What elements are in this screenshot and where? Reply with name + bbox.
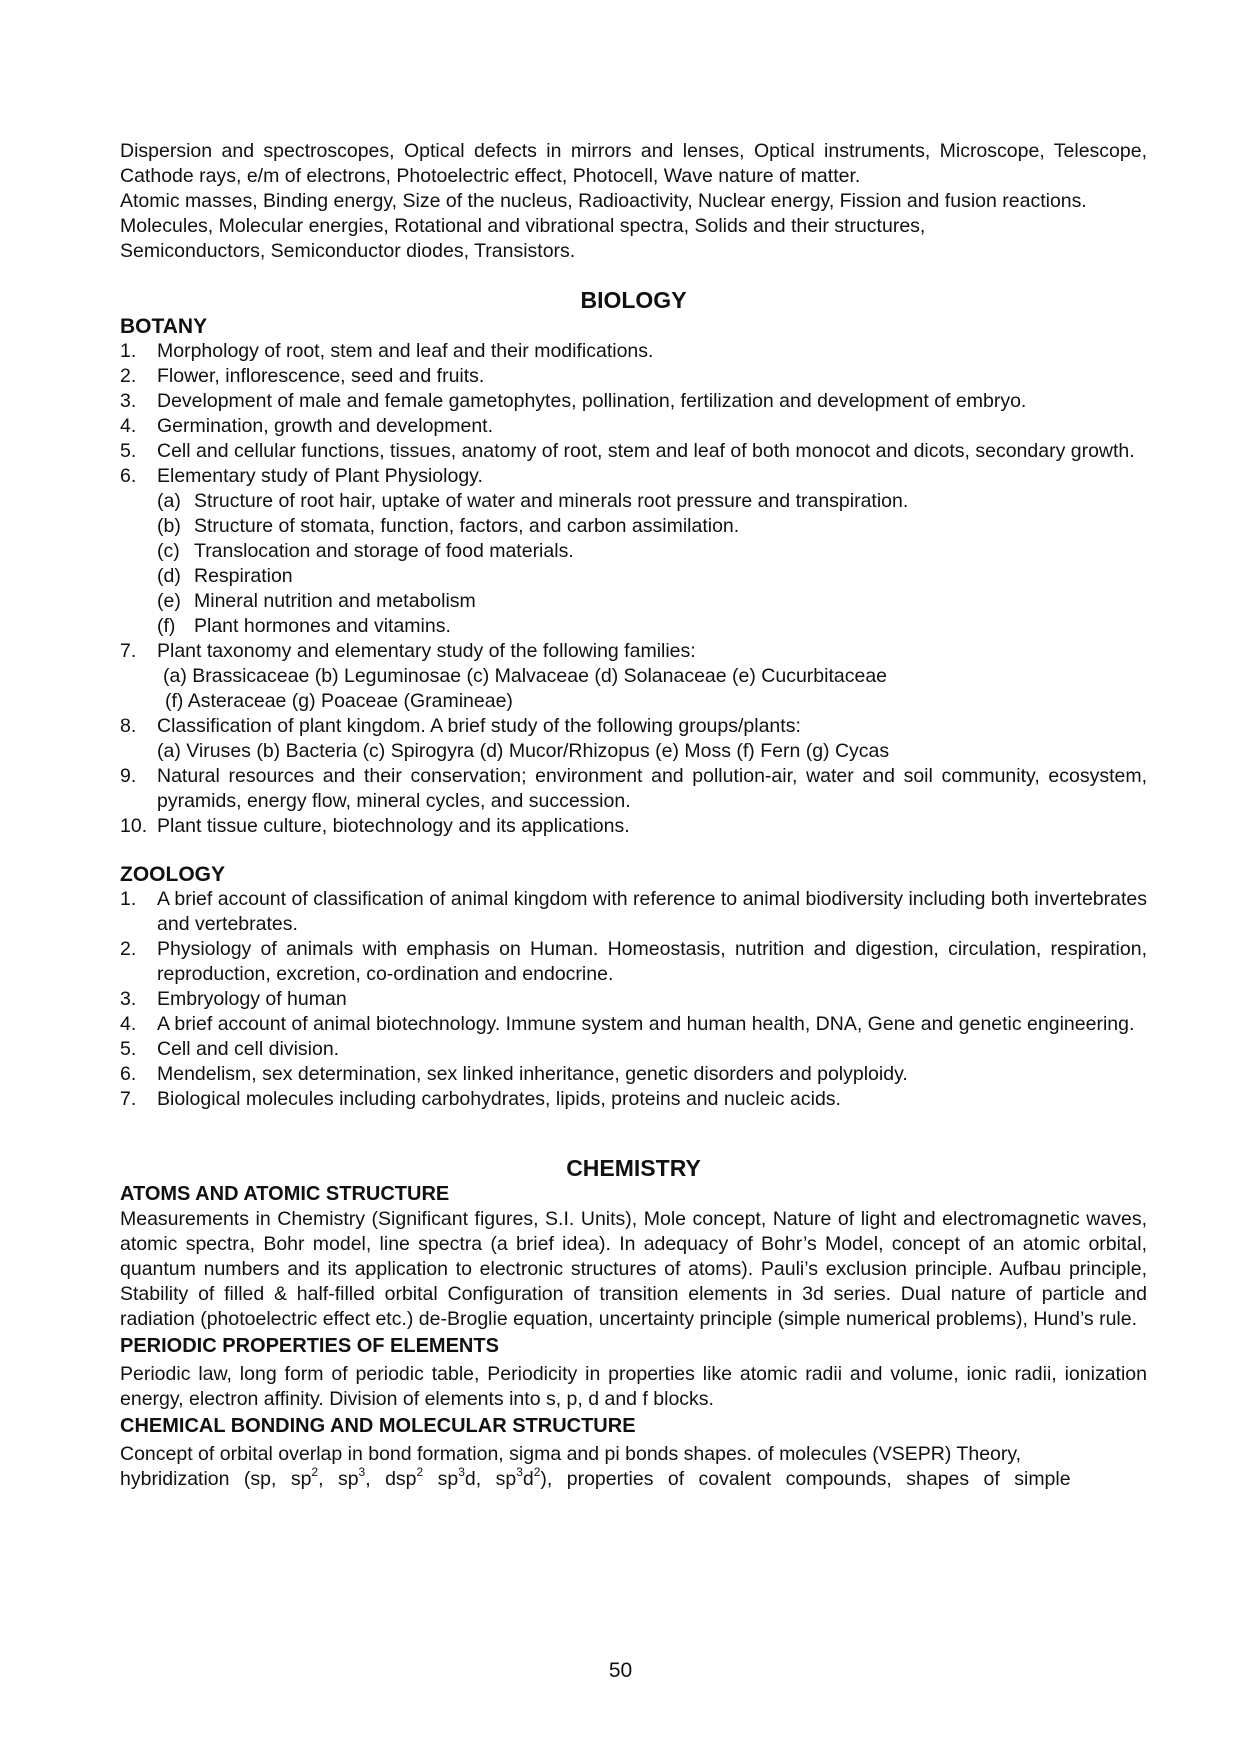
sub-text: Structure of stomata, function, factors, and carbon assimilation. [194, 515, 740, 537]
sublist-item [157, 589, 1147, 614]
item-text: Embryology of human [157, 988, 347, 1010]
atoms-heading: ATOMS AND ATOMIC STRUCTURE [120, 1183, 450, 1205]
item-text: Cell and cellular functions, tissues, anatomy of root, stem and leaf of both monocot and dicots, secondary growth. [157, 440, 1135, 462]
list-item [120, 1087, 1147, 1112]
list-item [120, 364, 1147, 389]
superscript: 2 [533, 1465, 541, 1479]
page-content [120, 139, 1147, 1492]
sub-label: (e) [157, 590, 181, 612]
item-text: A brief account of classification of animal kingdom with reference to animal biodiversity including both invertebrates and vertebrates. [157, 888, 1147, 935]
item-number: 2. [120, 938, 137, 960]
item-text: Plant taxonomy and elementary study of the following families: [157, 640, 696, 662]
item-number: 6. [120, 1063, 137, 1085]
item-text: Development of male and female gametophytes, pollination, fertilization and development of embryo. [157, 390, 1027, 412]
sub-text: Respiration [194, 565, 293, 587]
list-item [120, 764, 1147, 814]
list-item [120, 1037, 1147, 1062]
intro-paragraph-1: Dispersion and spectroscopes, Optical defects in mirrors and lenses, Optical instruments, Microscope, Telescope, Cathode rays, e/m of electrons, Photoelectric effect, Photocell, Wave nature of matter. [120, 140, 1147, 187]
text-fragment: hybridization (sp, sp [120, 1468, 312, 1490]
item-text: Biological molecules including carbohydrates, lipids, proteins and nucleic acids. [157, 1088, 841, 1110]
text-fragment: ), properties of covalent compounds, shapes of simple [540, 1468, 1071, 1490]
item-text: Germination, growth and development. [157, 415, 494, 437]
text-fragment: , sp [318, 1468, 359, 1490]
superscript: 3 [516, 1465, 523, 1479]
list-item [120, 714, 1147, 764]
item-number: 1. [120, 340, 137, 362]
superscript: 3 [358, 1465, 366, 1479]
item-number: 5. [120, 440, 137, 462]
families-line-2: (f) Asteraceae (g) Poaceae (Gramineae) [165, 690, 513, 712]
sub-label: (a) [157, 490, 181, 512]
text-fragment: d, sp [464, 1468, 517, 1490]
item-text: Elementary study of Plant Physiology. [157, 465, 483, 487]
item-number: 7. [120, 640, 137, 662]
physiology-sublist [157, 489, 1147, 639]
item-text: Morphology of root, stem and leaf and their modifications. [157, 340, 654, 362]
list-item [120, 639, 1147, 714]
sublist-item [157, 514, 1147, 539]
item-text: A brief account of animal biotechnology. Immune system and human health, DNA, Gene and genetic engineering. [157, 1013, 1135, 1035]
superscript: 3 [458, 1465, 465, 1479]
atoms-paragraph: Measurements in Chemistry (Significant figures, S.I. Units), Mole concept, Nature of light and electromagnetic waves, atomic spectra, Bohr model, line spectra (a brief idea). In adequacy of Bohr’s Model, concept of an atomic orbital, quantum numbers and its application to electronic structures of atoms). Pauli’s exclusion principle. Aufbau principle, Stability of filled & half-filled orbital Configuration of transition elements in 3d series. Dual nature of particle and radiation (photoelectric effect etc.) de-Broglie equation, uncertainty principle (simple numerical problems), Hund’s rule. [120, 1208, 1147, 1330]
item-text: Plant tissue culture, biotechnology and its applications. [157, 815, 630, 837]
list-item [120, 414, 1147, 439]
sub-text: Structure of root hair, uptake of water and minerals root pressure and transpiration. [194, 490, 909, 512]
sub-label: (b) [157, 515, 181, 537]
sub-label: (d) [157, 565, 181, 587]
zoology-heading: ZOOLOGY [120, 863, 225, 886]
groups-line: (a) Viruses (b) Bacteria (c) Spirogyra (d) Mucor/Rhizopus (e) Moss (f) Fern (g) Cycas [157, 740, 890, 762]
sublist-item [157, 539, 1147, 564]
bonding-line-2 [120, 1467, 1147, 1492]
list-item [120, 987, 1147, 1012]
bonding-line-1: Concept of orbital overlap in bond formation, sigma and pi bonds shapes. of molecules (VSEPR) Theory, [120, 1443, 1022, 1465]
botany-list [120, 339, 1147, 839]
item-number: 10. [120, 815, 148, 837]
item-number: 3. [120, 988, 137, 1010]
item-text: Cell and cell division. [157, 1038, 340, 1060]
item-number: 9. [120, 765, 137, 787]
list-item [120, 1062, 1147, 1087]
item-number: 5. [120, 1038, 137, 1060]
text-fragment: sp [423, 1468, 459, 1490]
intro-paragraph-2: Atomic masses, Binding energy, Size of the nucleus, Radioactivity, Nuclear energy, Fission and fusion reactions. [120, 190, 1087, 212]
sublist-item [157, 564, 1147, 589]
periodic-heading: PERIODIC PROPERTIES OF ELEMENTS [120, 1335, 499, 1357]
item-number: 4. [120, 1013, 137, 1035]
sub-text: Mineral nutrition and metabolism [194, 590, 476, 612]
sub-label: (f) [157, 615, 176, 637]
list-item [120, 814, 1147, 839]
item-text: Physiology of animals with emphasis on Human. Homeostasis, nutrition and digestion, circulation, respiration, reproduction, excretion, co-ordination and endocrine. [157, 938, 1147, 985]
sublist-item [157, 489, 1147, 514]
superscript: 2 [416, 1465, 424, 1479]
list-item [120, 339, 1147, 364]
sub-label: (c) [157, 540, 180, 562]
item-number: 7. [120, 1088, 137, 1110]
item-text: Natural resources and their conservation; environment and pollution-air, water and soil community, ecosystem, pyramids, energy flow, mineral cycles, and succession. [157, 765, 1147, 812]
item-number: 2. [120, 365, 137, 387]
sub-text: Translocation and storage of food materials. [194, 540, 574, 562]
list-item [120, 439, 1147, 464]
list-item [120, 1012, 1147, 1037]
zoology-list [120, 887, 1147, 1112]
superscript: 2 [311, 1465, 319, 1479]
sublist-item [157, 614, 1147, 639]
item-text: Mendelism, sex determination, sex linked inheritance, genetic disorders and polyploidy. [157, 1063, 908, 1085]
list-item [120, 389, 1147, 414]
intro-paragraph-3b: Semiconductors, Semiconductor diodes, Transistors. [120, 240, 576, 262]
text-fragment: , dsp [365, 1468, 417, 1490]
item-number: 6. [120, 465, 137, 487]
page-number: 50 [608, 1659, 633, 1682]
families-line-1: (a) Brassicaceae (b) Leguminosae (c) Malvaceae (d) Solanaceae (e) Cucurbitaceae [163, 665, 888, 687]
list-item [120, 464, 1147, 639]
periodic-paragraph: Periodic law, long form of periodic table, Periodicity in properties like atomic radii and volume, ionic radii, ionization energy, electron affinity. Division of elements into s, p, d and f blocks. [120, 1363, 1147, 1410]
botany-heading: BOTANY [120, 315, 208, 338]
text-fragment: d [522, 1468, 534, 1490]
list-item [120, 937, 1147, 987]
sub-text: Plant hormones and vitamins. [194, 615, 451, 637]
biology-title: BIOLOGY [580, 287, 687, 313]
list-item [120, 887, 1147, 937]
item-number: 3. [120, 390, 137, 412]
chemistry-title: CHEMISTRY [566, 1155, 701, 1181]
item-number: 8. [120, 715, 137, 737]
item-text: Classification of plant kingdom. A brief study of the following groups/plants: [157, 715, 801, 737]
item-number: 4. [120, 415, 137, 437]
item-text: Flower, inflorescence, seed and fruits. [157, 365, 485, 387]
intro-paragraph-3a: Molecules, Molecular energies, Rotational and vibrational spectra, Solids and their structures, [120, 215, 926, 237]
item-number: 1. [120, 888, 137, 910]
bonding-heading: CHEMICAL BONDING AND MOLECULAR STRUCTURE [120, 1415, 636, 1437]
